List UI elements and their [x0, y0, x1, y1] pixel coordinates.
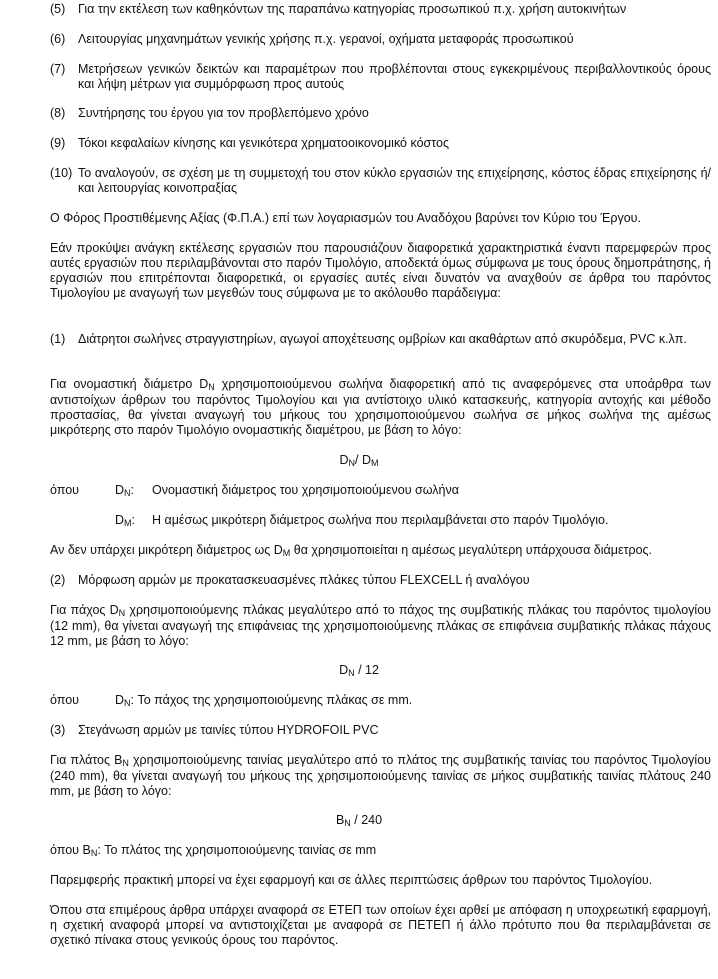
- list-item-number: (10): [50, 166, 73, 180]
- formula: $D_N / 12$: [339, 663, 379, 678]
- list-item-text: Το αναλογούν, σε σχέση με τη συμμετοχή του στον κύκλο εργασιών της επιχείρησης, κόστος έδρας επιχείρησης ή/και λειτουργίας κοινοπραξίας: [78, 166, 711, 195]
- list-item-text: Συντήρησης του έργου για τον προβλεπόμενο χρόνο: [78, 106, 369, 120]
- list-item-text: Τόκοι κεφαλαίων κίνησης και γενικότερα χρηματοοικονομικό κόστος: [78, 136, 449, 150]
- where-symbol: $D_M$:: [115, 513, 136, 528]
- where-definition: Η αμέσως μικρότερη διάμετρος σωλήνα που περιλαμβάνεται στο παρόν Τιμολόγιο.: [152, 513, 609, 527]
- section-number: (1): [50, 332, 66, 346]
- section-note: Αν δεν υπάρχει μικρότερη διάμετρος ως $D_M$ θα χρησιμοποιείται η αμέσως μεγαλύτερη υπάρχουσα διάμετρος.: [50, 543, 653, 558]
- section-body: Για πλάτος $B_N$ χρησιμοποιούμενης ταινίας μεγαλύτερο από το πλάτος της συμβατικής ταινίας του παρόντος Τιμολογίου (240 mm), θα γίνεται αναγωγή του μήκους της χρησιμοποιούμενης ταινίας σε μήκος συμβατικής ταινίας πλάτους 240 mm, με βάση το λόγο:: [50, 753, 711, 798]
- section-title: Στεγάνωση αρμών με ταινίες τύπου HYDROFOIL PVC: [78, 723, 379, 737]
- formula-symbol: D: [339, 453, 349, 467]
- subscript: N: [208, 382, 215, 392]
- list-item-number: (8): [50, 106, 66, 120]
- section-number: (3): [50, 723, 66, 737]
- section-body: [50, 377, 711, 438]
- subscript: M: [371, 458, 379, 468]
- body-text: Για ονομαστική διάμετρο D: [50, 377, 209, 391]
- body-text: χρησιμοποιούμενου σωλήνα διαφορετική από τις αναφερόμενες στα υποάρθρα των αντιστοίχων άρθρων του παρόντος Τιμολογίου και για αντίστοιχο υλικό κατασκευής, κατηγορία αντοχής και μέθοδο προστασίας, θα γίνεται αναγωγή του μήκους του χρησιμοποιούμενου σωλήνα σε μήκος σωλήνα της αμέσως μικρότερης στο παρόν Τιμολόγιο ονομαστικής διαμέτρου, με βάση το λόγο:: [50, 377, 712, 437]
- where-label: όπου: [50, 483, 80, 497]
- list-item-number: (7): [50, 62, 66, 76]
- section-title: Διάτρητοι σωλήνες στραγγιστηρίων, αγωγοί αποχέτευσης ομβρίων και ακαθάρτων από σκυρόδεμα, PVC κ.λπ.: [78, 332, 687, 346]
- list-item-number: (9): [50, 136, 66, 150]
- formula: [0, 453, 718, 469]
- where-definition: Ονομαστική διάμετρος του χρησιμοποιούμενου σωλήνα: [152, 483, 459, 497]
- formula: $B_N / 240$: [335, 813, 383, 828]
- closing-paragraph: Όπου στα επιμέρους άρθρα υπάρχει αναφορά σε ΕΤΕΠ των οποίων έχει αρθεί με απόφαση η υποχρεωτική εφαρμογή, η σχετική αναφορά μπορεί να αντιστοιχίζεται με αναφορά σε ΠΕΤΕΠ ή άλλο πρότυπο που θα περιλαμβάνεται σε σχετικό πίνακα στους γενικούς όρους του παρόντος.: [50, 903, 711, 947]
- list-item-number: (5): [50, 2, 66, 16]
- list-item-text: Για την εκτέλεση των καθηκόντων της παραπάνω κατηγορίας προσωπικού π.χ. χρήση αυτοκινήτων: [78, 2, 627, 16]
- closing-paragraph: Παρεμφερής πρακτική μπορεί να έχει εφαρμογή και σε άλλες περιπτώσεις άρθρων του παρόντος Τιμολογίου.: [50, 873, 653, 887]
- where-definition: $D_N$: Το πάχος της χρησιμοποιούμενης πλάκας σε mm.: [115, 693, 413, 708]
- intro-paragraph: Εάν προκύψει ανάγκη εκτέλεσης εργασιών που παρουσιάζουν διαφορετικά χαρακτηριστικά έναντι παρεμφερών προς αυτές εργασιών που περιλαμβάνονται στο παρόν Τιμολόγιο, αποδεκτά όμως σύμφωνα με τους όρους δημοπράτησης, ή εργασιών που επιτρέπονται διαφορετικά, οι εργασίες αυτές είναι δυνατόν να αναχθούν σε άρθρα του παρόντος Τιμολογίου με αναγωγή των μεγεθών τους σύμφωνα με το ακόλουθο παράδειγμα:: [50, 241, 711, 300]
- vat-paragraph: Ο Φόρος Προστιθέμενης Αξίας (Φ.Π.Α.) επί των λογαριασμών του Αναδόχου βαρύνει τον Κύριο του Έργου.: [50, 211, 641, 225]
- formula-symbol: / D: [355, 453, 371, 467]
- section-body: Για πάχος $D_N$ χρησιμοποιούμενης πλάκας μεγαλύτερο από το πάχος της συμβατικής πλάκας του παρόντος τιμολογίου (12 mm), θα γίνεται αναγωγή της επιφάνειας της χρησιμοποιούμενης πλάκας σε επιφάνεια συμβατικής πλάκας πάχους 12 mm, με βάση το λόγο:: [50, 603, 711, 648]
- where-label: όπου: [50, 693, 80, 707]
- where-definition: όπου $B_N$: Το πλάτος της χρησιμοποιούμενης ταινίας σε mm: [50, 843, 377, 858]
- section-number: (2): [50, 573, 66, 587]
- list-item-text: Λειτουργίας μηχανημάτων γενικής χρήσης π.χ. γερανοί, οχήματα μεταφοράς προσωπικού: [78, 32, 574, 46]
- list-item-number: (6): [50, 32, 66, 46]
- where-symbol: $D_N$:: [115, 483, 135, 498]
- subscript: N: [348, 458, 356, 468]
- list-item-text: Μετρήσεων γενικών δεικτών και παραμέτρων που προβλέπονται στους εγκεκριμένους περιβαλλοντικούς όρους και λήψη μέτρων για συμμόρφωση προς αυτούς: [78, 62, 711, 91]
- section-title: Μόρφωση αρμών με προκατασκευασμένες πλάκες τύπου FLEXCELL ή αναλόγου: [78, 573, 530, 587]
